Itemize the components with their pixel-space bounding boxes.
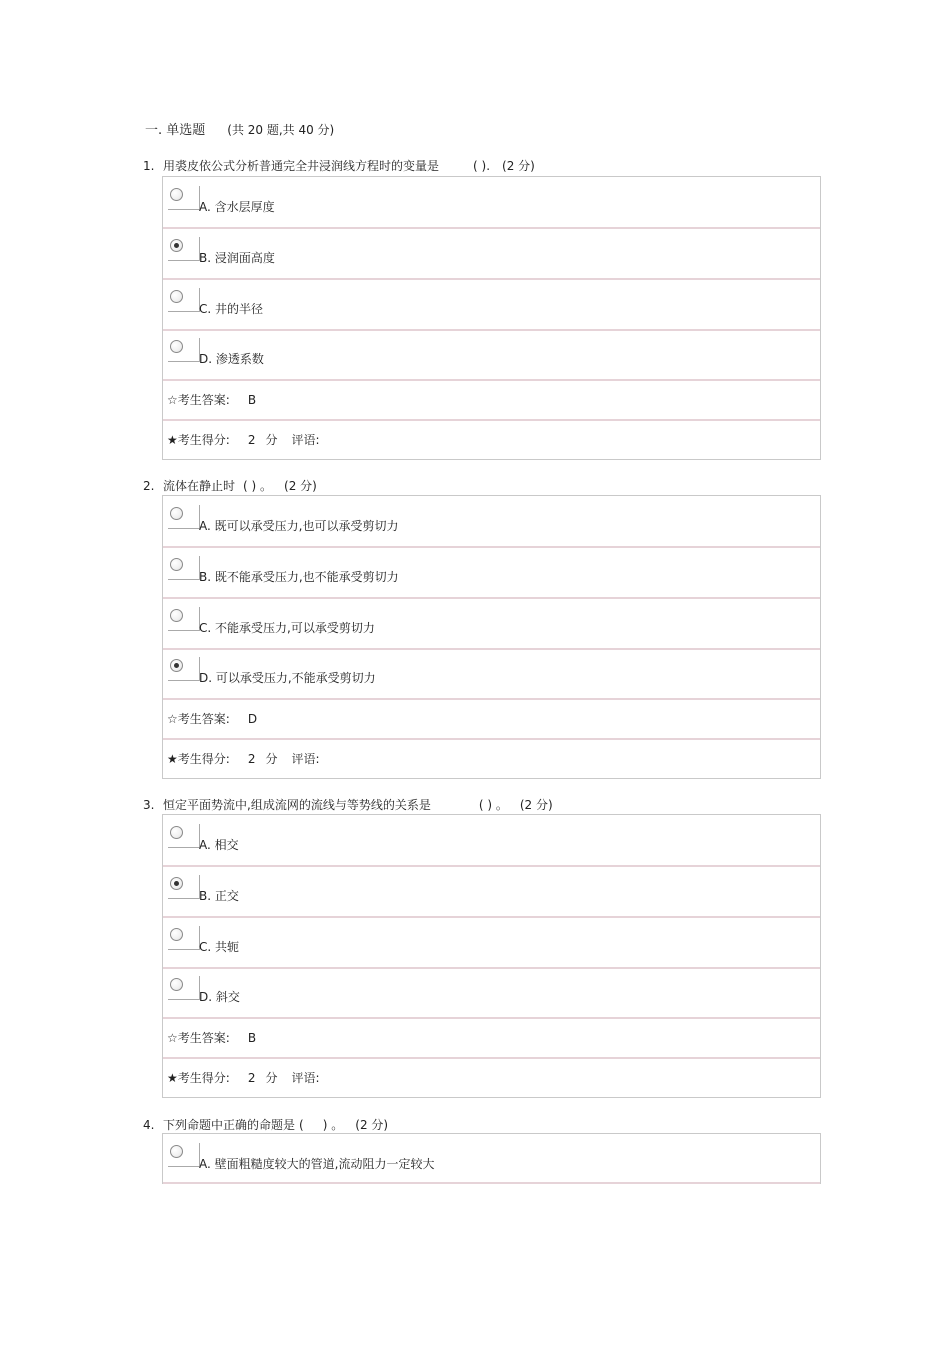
option-label: C. 共轭: [199, 940, 240, 954]
student-score-label: ★考生得分:: [167, 1071, 230, 1085]
score-unit: 分: [265, 752, 278, 766]
radio-button[interactable]: [170, 507, 183, 520]
student-answer-value: B: [247, 393, 257, 407]
student-score-label: ★考生得分:: [167, 433, 230, 447]
radio-button[interactable]: [170, 826, 183, 839]
option-row[interactable]: [163, 547, 820, 599]
radio-button[interactable]: [170, 928, 183, 941]
question-points: (2 分): [519, 798, 553, 812]
radio-button[interactable]: [170, 978, 183, 991]
option-label: A. 相交: [199, 838, 239, 852]
option-row[interactable]: [163, 329, 820, 381]
question-number: 1.: [143, 159, 155, 173]
option-row[interactable]: [163, 815, 820, 867]
question-points: (2 分): [502, 159, 535, 173]
student-answer-label: ☆考生答案:: [167, 393, 230, 407]
question-stem: [143, 477, 317, 494]
student-score-row: [163, 739, 820, 779]
section-subtitle: (共 20 题,共 40 分): [227, 123, 335, 137]
radio-button[interactable]: [170, 558, 183, 571]
radio-button[interactable]: [170, 609, 183, 622]
option-label: A. 含水层厚度: [199, 200, 275, 214]
option-row[interactable]: [163, 496, 820, 548]
option-label: D. 可以承受压力,不能承受剪切力: [199, 671, 376, 685]
question-box: [162, 176, 821, 460]
option-row[interactable]: [163, 177, 820, 229]
question-box: [162, 495, 821, 779]
option-label: C. 井的半径: [199, 302, 264, 316]
option-label: A. 既可以承受压力,也可以承受剪切力: [199, 519, 399, 533]
question-text: 用裘皮依公式分析普通完全井浸润线方程时的变量是: [163, 159, 440, 173]
radio-button-checked[interactable]: [170, 239, 183, 252]
question-number: 3.: [143, 798, 155, 812]
radio-button-checked[interactable]: [170, 659, 183, 672]
radio-button-checked[interactable]: [170, 877, 183, 890]
student-answer-label: ☆考生答案:: [167, 712, 230, 726]
radio-button[interactable]: [170, 290, 183, 303]
radio-button[interactable]: [170, 1145, 183, 1158]
option-label: B. 浸润面高度: [199, 251, 275, 265]
question-number: 2.: [143, 479, 155, 493]
student-score-value: 2: [247, 752, 256, 766]
question-stem: [143, 1116, 388, 1133]
comment-label: 评语:: [291, 1071, 320, 1085]
option-label: D. 斜交: [199, 990, 240, 1004]
radio-button[interactable]: [170, 188, 183, 201]
question-blank: ( ) 。: [478, 798, 508, 812]
student-answer-row: [163, 699, 820, 740]
question-stem: [143, 157, 535, 174]
option-row[interactable]: [163, 967, 820, 1019]
question-text: 下列命题中正确的命题是: [163, 1118, 296, 1132]
student-answer-row: [163, 1018, 820, 1059]
option-label: A. 壁面粗糙度较大的管道,流动阻力一定较大: [199, 1157, 435, 1171]
score-unit: 分: [265, 1071, 278, 1085]
option-row[interactable]: [163, 598, 820, 650]
comment-label: 评语:: [291, 752, 320, 766]
student-answer-label: ☆考生答案:: [167, 1031, 230, 1045]
radio-button[interactable]: [170, 340, 183, 353]
question-box: [162, 1133, 821, 1184]
score-unit: 分: [265, 433, 278, 447]
option-label: C. 不能承受压力,可以承受剪切力: [199, 621, 375, 635]
student-score-label: ★考生得分:: [167, 752, 230, 766]
student-score-row: [163, 420, 820, 460]
option-row[interactable]: [163, 917, 820, 969]
option-row[interactable]: [163, 1134, 820, 1184]
comment-label: 评语:: [291, 433, 320, 447]
option-row[interactable]: [163, 279, 820, 331]
question-stem: [143, 796, 553, 813]
option-label: B. 既不能承受压力,也不能承受剪切力: [199, 570, 399, 584]
option-label: D. 渗透系数: [199, 352, 264, 366]
option-row[interactable]: [163, 228, 820, 280]
student-score-row: [163, 1058, 820, 1098]
student-score-value: 2: [247, 1071, 256, 1085]
student-answer-row: [163, 380, 820, 421]
section-title: [145, 119, 334, 138]
student-answer-value: B: [247, 1031, 257, 1045]
student-answer-value: D: [247, 712, 258, 726]
question-points: (2 分): [355, 1118, 389, 1132]
question-blank: ( ).: [473, 159, 491, 173]
section-title-text: 一. 单选题: [145, 123, 206, 138]
question-points: (2 分): [284, 479, 317, 493]
question-number: 4.: [143, 1118, 155, 1132]
question-box: [162, 814, 821, 1098]
option-label: B. 正交: [199, 889, 239, 903]
question-text: 恒定平面势流中,组成流网的流线与等势线的关系是: [163, 798, 431, 812]
question-blank: ( ) 。: [243, 479, 273, 493]
question-blank: ( ) 。: [299, 1118, 344, 1132]
question-text: 流体在静止时: [163, 479, 236, 493]
option-row[interactable]: [163, 648, 820, 700]
option-row[interactable]: [163, 866, 820, 918]
student-score-value: 2: [247, 433, 256, 447]
